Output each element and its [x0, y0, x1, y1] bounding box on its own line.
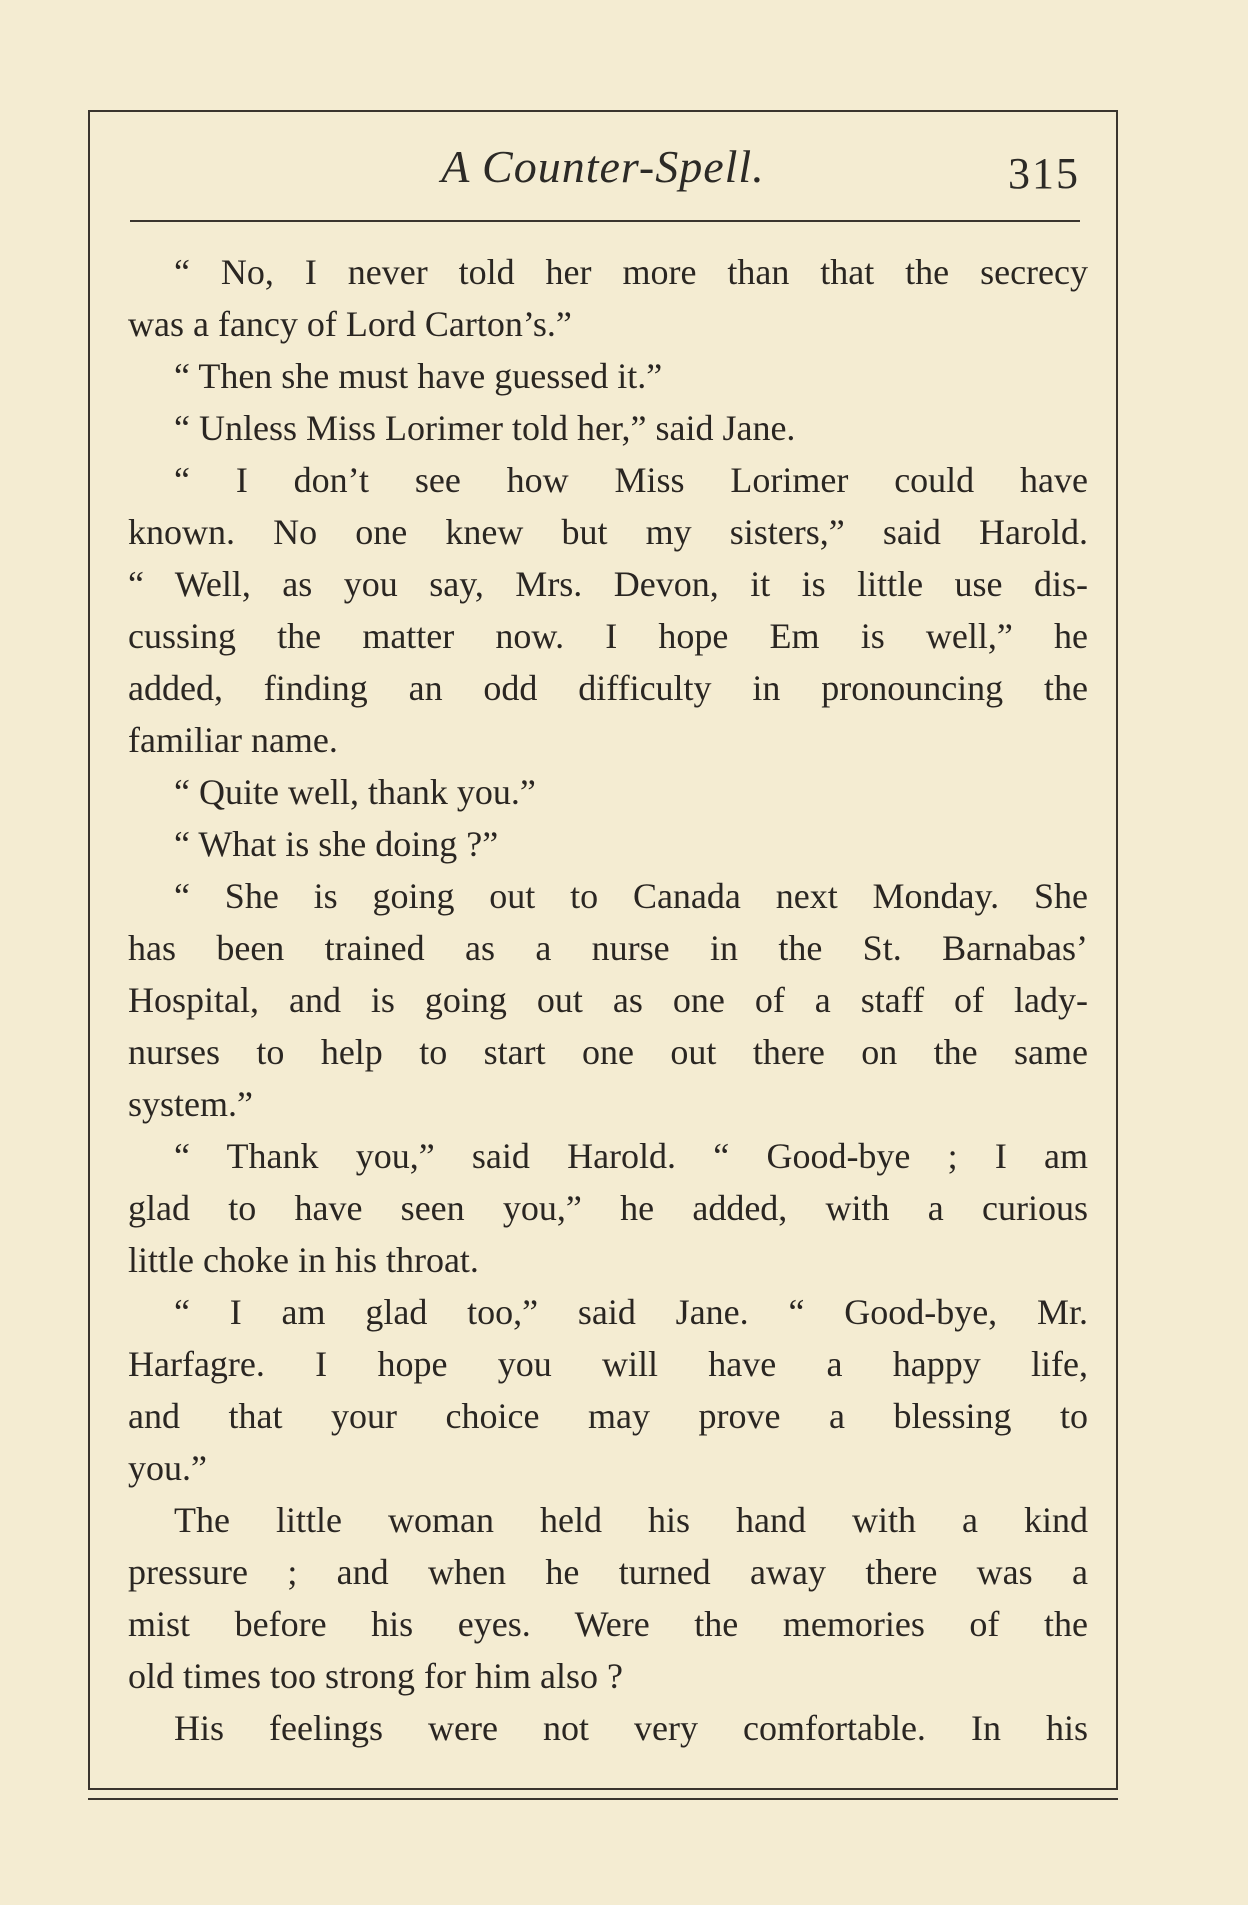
page-frame [88, 110, 1118, 1790]
text-line: little choke in his throat. [128, 1240, 479, 1280]
text-line: known. No one knew but my sisters,” said Harold. [128, 512, 1088, 552]
text-line: “ Unless Miss Lorimer told her,” said Jane. [174, 408, 796, 448]
text-line: His feelings were not very comfortable. In his [174, 1708, 1088, 1748]
text-line: has been trained as a nurse in the St. Barnabas’ [128, 928, 1088, 968]
text-line: cussing the matter now. I hope Em is well,” he [128, 616, 1088, 656]
text-line: mist before his eyes. Were the memories of the [128, 1604, 1088, 1644]
text-line: glad to have seen you,” he added, with a curious [128, 1188, 1088, 1228]
text-line: “ I am glad too,” said Jane. “ Good-bye, Mr. [174, 1292, 1088, 1332]
page-number: 315 [1008, 149, 1080, 198]
text-line: “ No, I never told her more than that the secrecy [174, 252, 1088, 292]
text-line: Harfagre. I hope you will have a happy life, [128, 1344, 1088, 1384]
body-text [128, 246, 1088, 1754]
text-line: pressure ; and when he turned away there was a [128, 1552, 1088, 1592]
text-line: familiar name. [128, 720, 338, 760]
running-title: A Counter-Spell. [441, 141, 765, 192]
text-line: “ Well, as you say, Mrs. Devon, it is little use dis- [128, 564, 1088, 604]
text-line: added, finding an odd difficulty in pronouncing the [128, 668, 1088, 708]
text-line: The little woman held his hand with a kind [174, 1500, 1088, 1540]
text-line: and that your choice may prove a blessing to [128, 1396, 1088, 1436]
text-line: “ I don’t see how Miss Lorimer could have [174, 460, 1088, 500]
text-line: old times too strong for him also ? [128, 1656, 623, 1696]
header-rule [130, 220, 1080, 222]
text-line: “ Thank you,” said Harold. “ Good-bye ; I am [174, 1136, 1088, 1176]
text-line: you.” [128, 1448, 207, 1488]
text-line: system.” [128, 1084, 253, 1124]
text-line: “ She is going out to Canada next Monday. She [174, 876, 1088, 916]
text-line: “ Quite well, thank you.” [174, 772, 536, 812]
text-line: “ Then she must have guessed it.” [174, 356, 663, 396]
text-line: nurses to help to start one out there on the same [128, 1032, 1088, 1072]
text-line: was a fancy of Lord Carton’s.” [128, 304, 572, 344]
text-line: Hospital, and is going out as one of a staff of lady- [128, 980, 1088, 1020]
running-head [90, 140, 1116, 210]
text-line: “ What is she doing ?” [174, 824, 499, 864]
